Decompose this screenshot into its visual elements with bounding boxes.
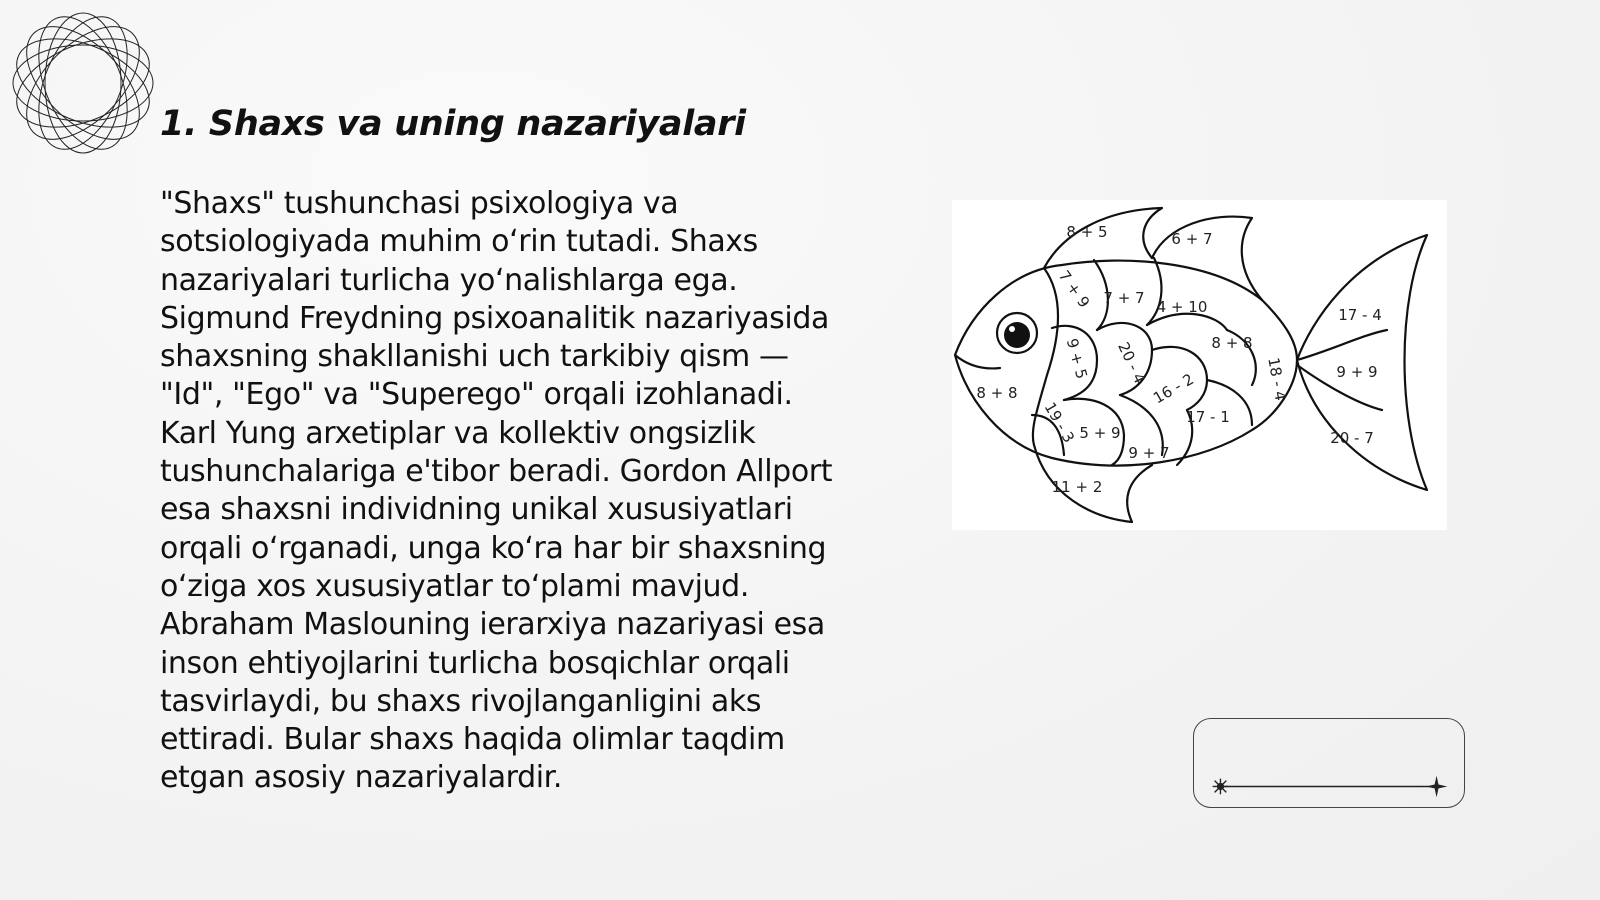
- sparkle-star-icon: [1213, 779, 1229, 795]
- fish-label: 7 + 9: [1054, 267, 1094, 312]
- fish-label: 17 - 1: [1186, 408, 1230, 426]
- fish-label: 9 + 7: [1128, 444, 1170, 462]
- fish-label: 9 + 5: [1062, 336, 1091, 381]
- decorative-line: [1194, 719, 1464, 807]
- fish-label: 5 + 9: [1079, 424, 1121, 442]
- slide-body-text: "Shaxs" tushunchasi psixologiya va sotsiologiyada muhim oʻrin tutadi. Shaxs nazariyalari turlicha yoʻnalishlarga ega. Sigmund Freydning psixoanalitik nazariyasida shaxsning shakllanishi uch tarkibiy qism — "Id", "Ego" va "Superego" orqali izohlanadi. Karl Yung arxetiplar va kollektiv ongsizlik tushunchalariga e'tibor beradi. Gordon Allport esa shaxsni individning unikal xususiyatlari orqali oʻrganadi, unga koʻra har bir shaxsning oʻziga xos xususiyatlar toʻplami mavjud. Abraham Maslouning ierarxiya nazariyasi esa inson ehtiyojlarini turlicha bosqichlar orqali tasvirlaydi, bu shaxs rivojlanganligini aks ettiradi. Bular shaxs haqida olimlar taqdim etgan asosiy nazariyalardir.: [160, 186, 833, 796]
- fish-label: 9 + 9: [1336, 363, 1378, 381]
- four-point-star-icon: [1426, 776, 1448, 798]
- fish-label: 11 + 2: [1051, 478, 1103, 496]
- fish-math-illustration: [952, 200, 1447, 530]
- fish-drawing: [952, 200, 1447, 530]
- fish-label: 20 - 4: [1114, 339, 1149, 387]
- decorative-line-box: [1193, 718, 1465, 808]
- fish-label: 7 + 7: [1103, 289, 1145, 307]
- fish-label: 8 + 8: [976, 384, 1018, 402]
- fish-label: 20 - 7: [1330, 429, 1374, 447]
- fish-label: 6 + 7: [1171, 230, 1213, 248]
- spirograph-rosette-icon: [10, 10, 156, 156]
- fish-label: 8 + 8: [1211, 334, 1253, 352]
- fish-label: 17 - 4: [1338, 306, 1382, 324]
- fish-label: 16 - 2: [1150, 369, 1197, 408]
- fish-label: 4 + 10: [1156, 298, 1208, 316]
- slide-title: 1. Shaxs va uning nazariyalari: [160, 104, 746, 144]
- fish-label: 8 + 5: [1066, 223, 1108, 241]
- fish-label: 18 - 4: [1264, 356, 1290, 403]
- fish-label: 19 - 3: [1040, 399, 1079, 446]
